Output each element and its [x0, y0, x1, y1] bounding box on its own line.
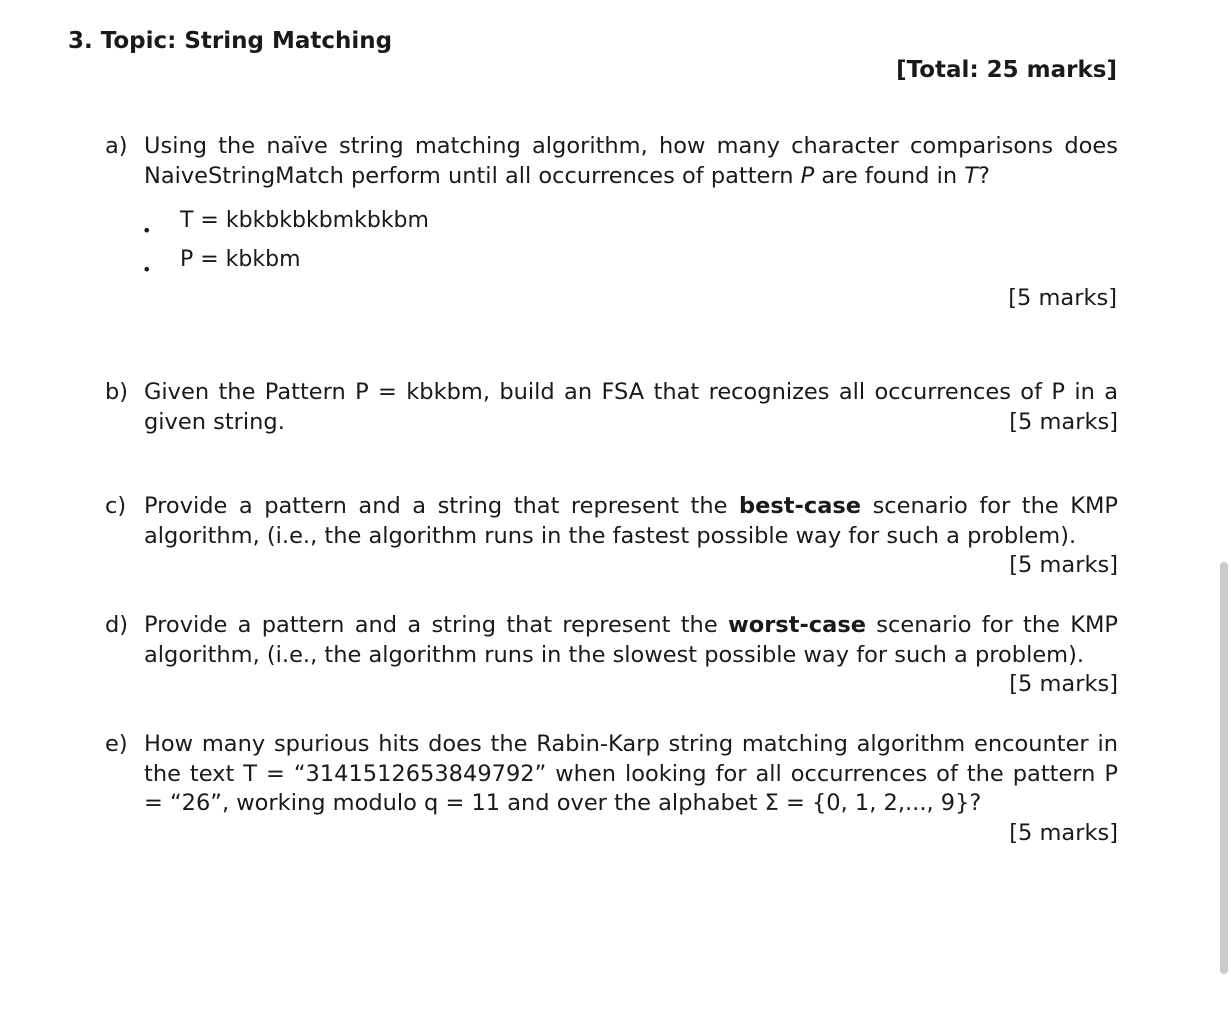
total-marks: [Total: 25 marks]: [896, 57, 1117, 83]
part-b-label: b): [105, 379, 129, 405]
part-e-marks: [5 marks]: [1009, 819, 1118, 846]
part-b: [105, 378, 1118, 437]
part-a-label: a): [105, 133, 128, 159]
part-b-text: Given the Pattern P = kbkbm, build an FSA that recognizes all occurrences of P in a given string. [5 marks]: [144, 378, 1118, 437]
part-c-marks: [5 marks]: [1009, 552, 1118, 578]
part-d-label: d): [105, 612, 129, 638]
part-a-text: Using the naïve string matching algorithm, how many character comparisons does NaiveStringMatch perform until all occurrences of pattern P are found in T?: [144, 133, 1118, 189]
question-heading: 3. Topic: String Matching: [68, 28, 393, 54]
bullet-icon: •: [142, 260, 152, 279]
part-d: [105, 611, 1118, 700]
part-c-text: Provide a pattern and a string that represent the best-case scenario for the KMP algorithm, (i.e., the algorithm runs in the fastest possible way for such a problem).: [144, 493, 1118, 549]
part-c: [105, 492, 1118, 581]
part-a-marks: [5 marks]: [1008, 285, 1117, 311]
bullet-icon: •: [142, 221, 152, 240]
part-e-label: e): [105, 731, 128, 757]
part-c-label: c): [105, 493, 127, 519]
vertical-scrollbar[interactable]: [1220, 562, 1228, 974]
part-a: [105, 132, 1118, 191]
part-b-marks: [5 marks]: [1009, 408, 1118, 435]
part-d-text: Provide a pattern and a string that represent the worst-case scenario for the KMP algorithm, (i.e., the algorithm runs in the slowest possible way for such a problem).: [144, 612, 1118, 668]
exam-page: 3. Topic: String Matching [Total: 25 marks] a) Using the naïve string matching algorithm, how many character comparisons does NaiveStringMatch perform until all occurrences of pattern P are found in T? • T = kbkbkbkbmkbkbm • P = kbkbm [5 marks] b) Given the Pattern P = kbkbm, build an FSA that recognizes all occurrences of P in a given string. [5 marks] c) Provide a pattern and a string that represent the best-case scenario for the KMP algorithm, (i.e., the algorithm runs in the fastest possible way for such a problem). [5 marks] d) Provide a pattern and a string that represent the worst-case scenario for the KMP algorithm, (i.e., the algorithm runs in the slowest possible way for such a problem). [5 marks] e) How many spurious hits does the Rabin-Karp string matching algorithm encounter in the text T = “3141512653849792” when looking for all occurrences of the pattern P = “26”, working modulo q = 11 and over the alphabet Σ = {0, 1, 2,..., 9}? [5 marks]: [0, 0, 1231, 1026]
part-e-text: How many spurious hits does the Rabin-Karp string matching algorithm encounter in the text T = “3141512653849792” when looking for all occurrences of the pattern P = “26”, working modulo q = 11 and over the alphabet Σ = {0, 1, 2,..., 9}?: [144, 731, 1118, 816]
part-d-marks: [5 marks]: [1009, 671, 1118, 697]
part-e: [105, 730, 1118, 848]
